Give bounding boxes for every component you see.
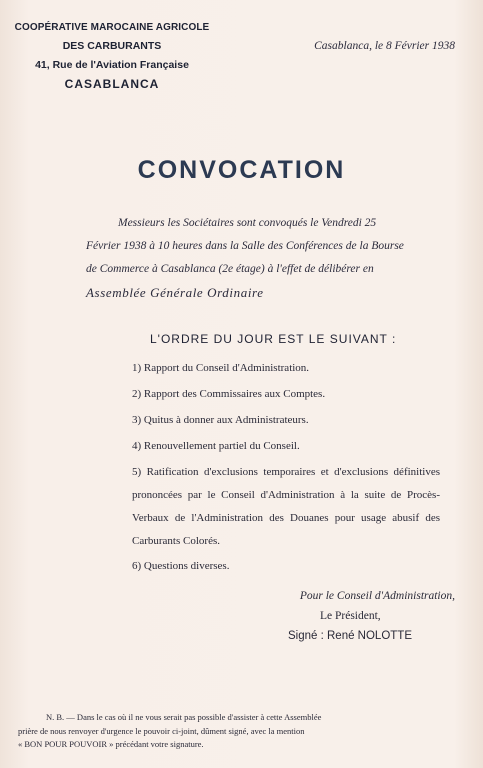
agenda-heading: L'ORDRE DU JOUR EST LE SUIVANT : [150,332,397,346]
letterhead [12,18,212,94]
intro-line-3: de Commerce à Casablanca (2e étage) à l'effet de délibérer en [86,263,374,275]
signature-line-3: Signé : René NOLOTTE [288,630,412,642]
footnote-line-2: prière de nous renvoyer d'urgence le pouvoir ci-joint, dûment signé, avec la mention [18,725,305,736]
agenda-item-2: 2) Rapport des Commissaires aux Comptes. [132,388,326,400]
intro-paragraph [86,212,458,304]
agenda-item-3: 3) Quitus à donner aux Administrateurs. [132,414,309,426]
letterhead-line-1: COOPÉRATIVE MAROCAINE AGRICOLE [14,22,210,33]
letterhead-line-4: CASABLANCA [64,77,160,91]
agenda-item-1: 1) Rapport du Conseil d'Administration. [132,362,310,374]
document-title: CONVOCATION [137,156,346,184]
footnote [18,711,466,752]
signature-line-2: Le Président, [320,610,381,622]
letterhead-line-3: 41, Rue de l'Aviation Française [35,59,189,71]
intro-line-4: Assemblée Générale Ordinaire [86,285,264,300]
agenda-item-4: 4) Renouvellement partiel du Conseil. [132,440,300,452]
footnote-line-3: « BON POUR POUVOIR » précédant votre signature. [18,739,204,749]
agenda-item-6: 6) Questions diverses. [132,560,230,572]
dateline: Casablanca, le 8 Février 1938 [314,40,455,52]
agenda-item-5: 5) Ratification d'exclusions temporaires et d'exclusions définitives prononcées par le Conseil d'Administration à la suite de Procès-Verbaux de l'Administration des Douanes pour usage abusif des Carburants Colorés. [132,466,440,547]
intro-line-2: Février 1938 à 10 heures dans la Salle des Conférences de la Bourse [86,240,404,252]
footnote-line-1: N. B. — Dans le cas où il ne vous serait pas possible d'assister à cette Assemblée [46,712,322,722]
signature-line-1: Pour le Conseil d'Administration, [299,590,455,602]
letterhead-line-2: DES CARBURANTS [62,40,162,52]
intro-line-1: Messieurs les Sociétaires sont convoqués le Vendredi 25 [118,217,377,229]
